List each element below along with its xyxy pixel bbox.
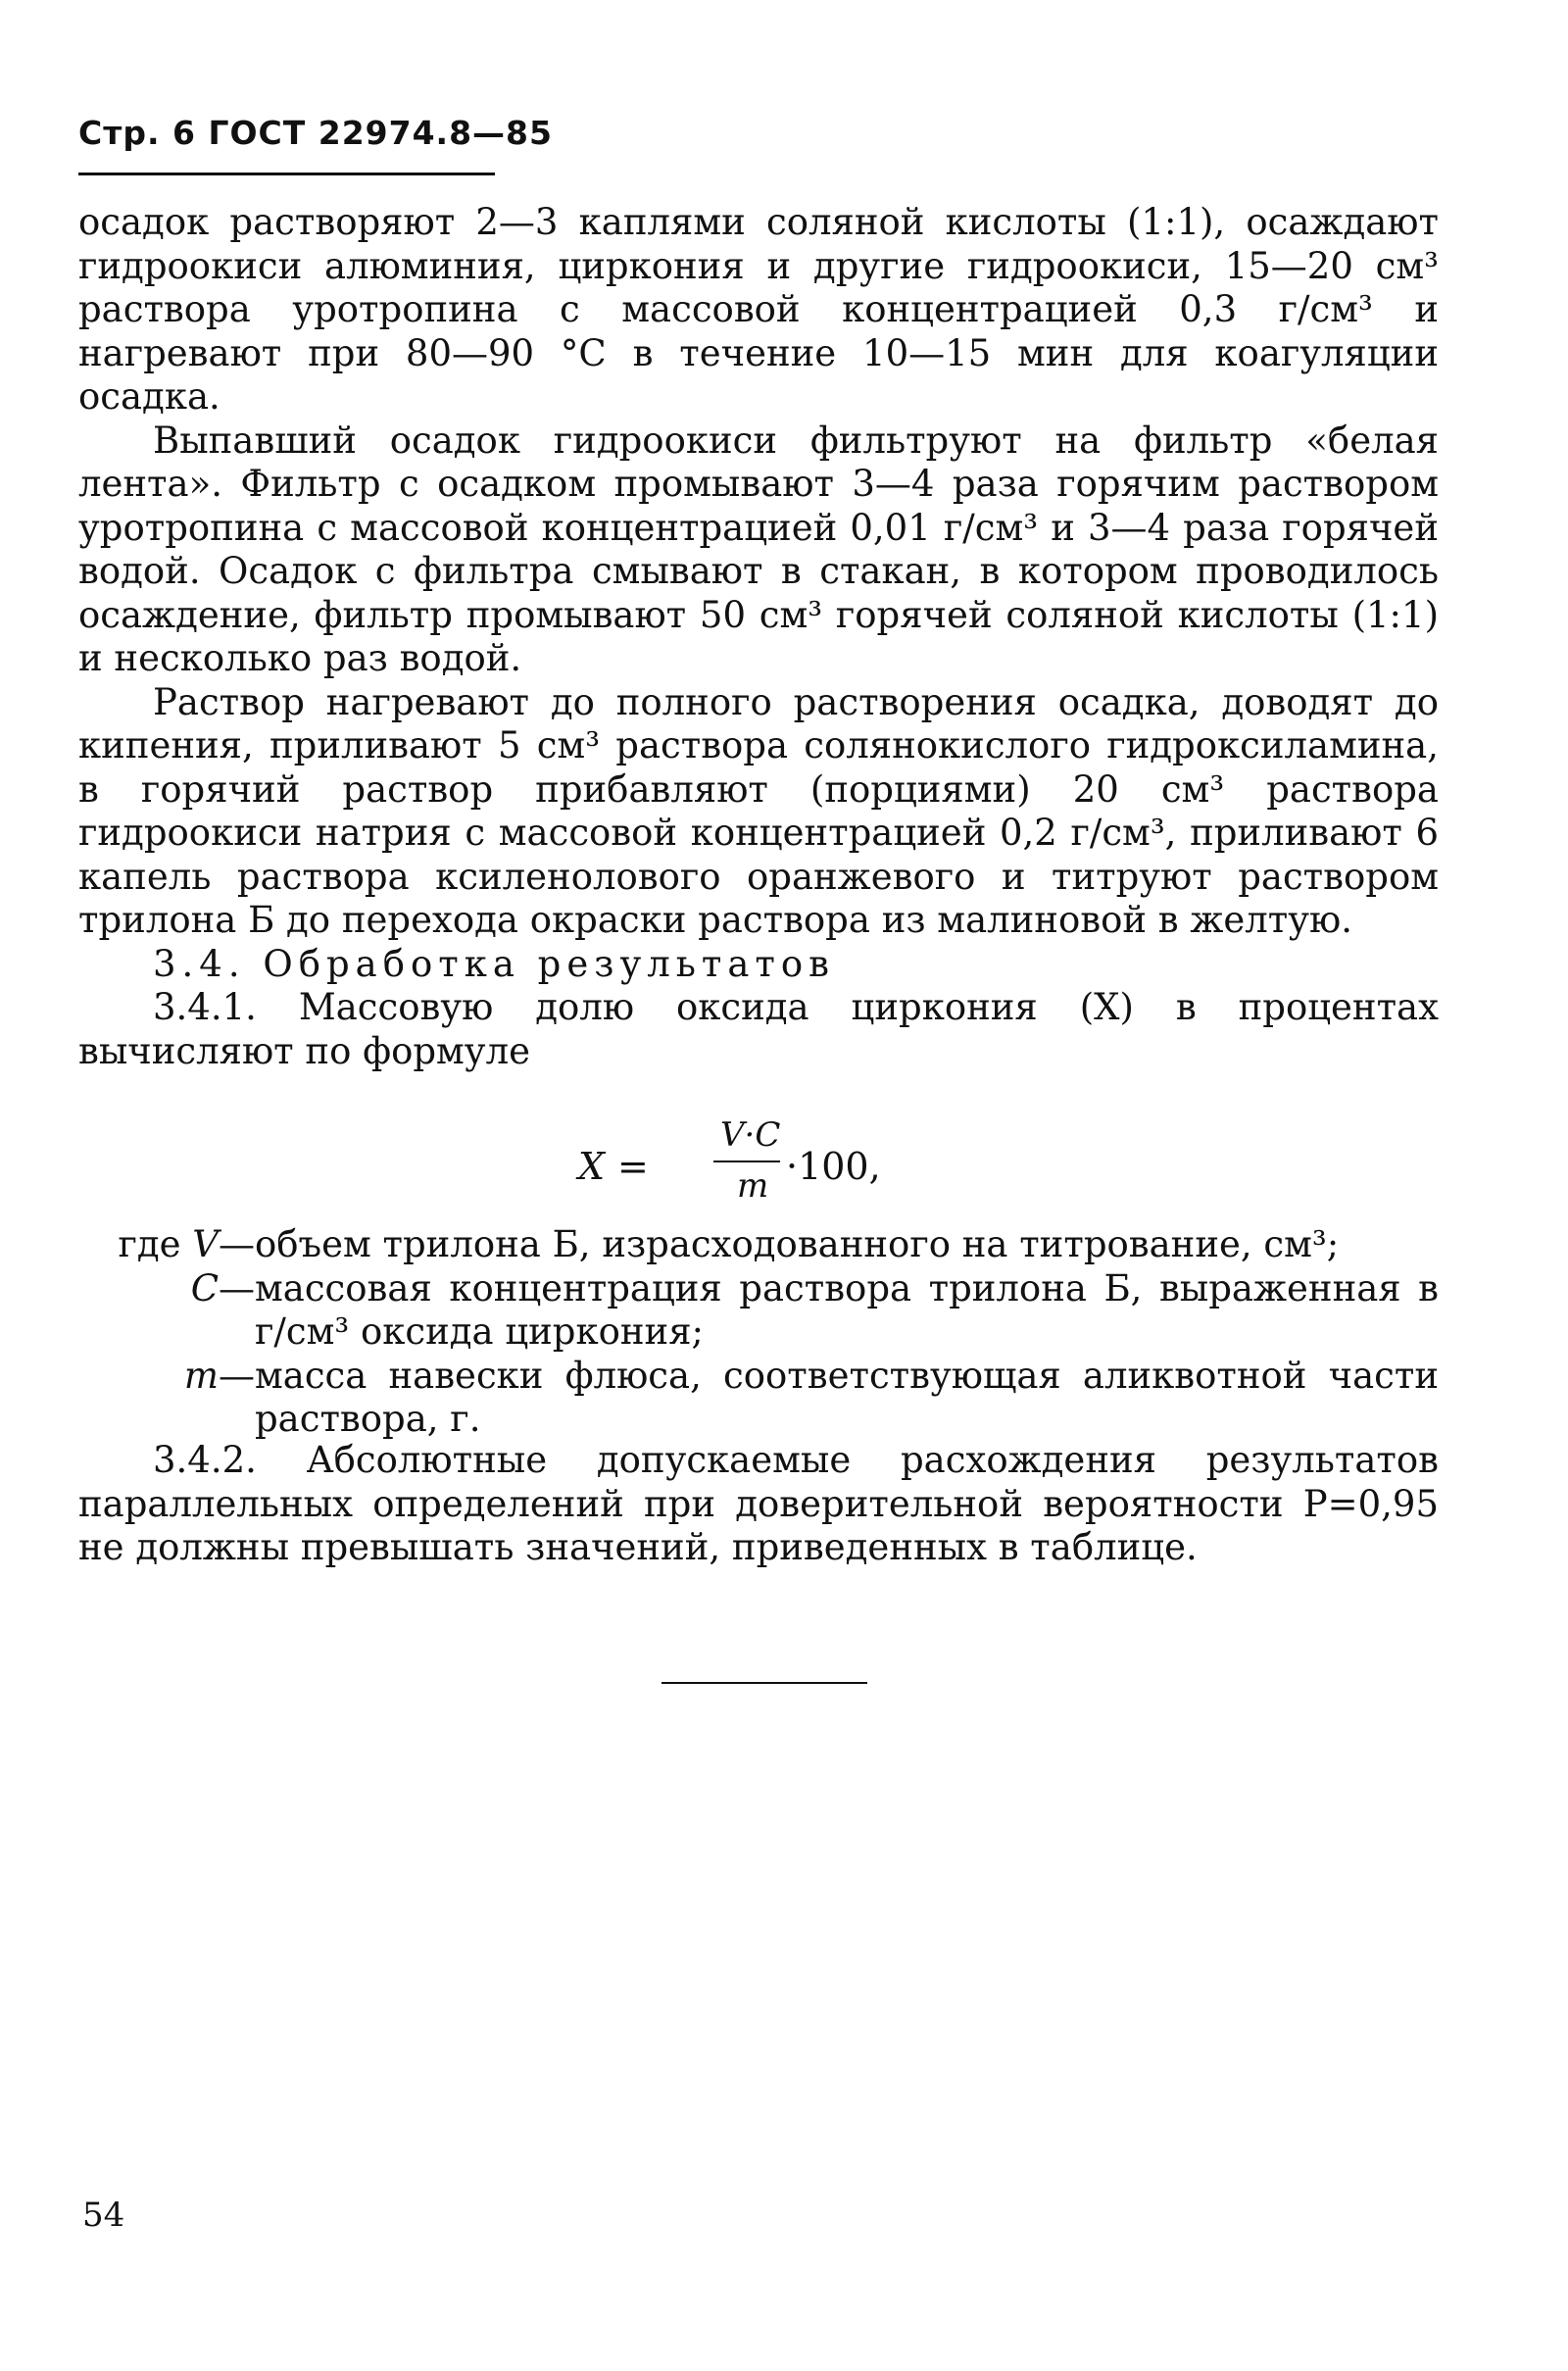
definition-text: масса навески флюса, соответствующая аликвотной части раствора, г. <box>255 1354 1439 1440</box>
definition-row <box>78 1267 1439 1355</box>
paragraph-formula-intro: 3.4.1. Массовую долю оксида циркония (X) в процентах вычисляют по формуле <box>78 986 1439 1072</box>
variable-definitions <box>78 1223 1439 1442</box>
definition-symbol: m— <box>183 1354 255 1397</box>
definition-text: массовая концентрация раствора трилона Б, выраженная в г/см³ оксида циркония; <box>255 1266 1439 1353</box>
formula-equals: = <box>617 1145 649 1188</box>
paragraph-filtration: Выпавший осадок гидроокиси фильтруют на фильтр «белая лента». Фильтр с осадком промывают 3—4 раза горячим раствором уротропина с массовой концентрацией 0,01 г/см³ и 3—4 раза горячей водой. Осадок с фильтра смывают в стакан, в котором проводилось осаждение, фильтр промывают 50 см³ горячей соляной кислоты (1:1) и несколько раз водой. <box>78 419 1439 679</box>
formula <box>578 1115 990 1213</box>
definition-text: объем трилона Б, израсходованного на титрование, см³; <box>255 1223 1340 1265</box>
paragraph-tolerance: 3.4.2. Абсолютные допускаемые расхождения результатов параллельных определений при доверительной вероятности P=0,95 не должны превышать значений, приведенных в таблице. <box>78 1439 1439 1568</box>
formula-lhs: X <box>578 1145 606 1188</box>
header-rule <box>78 173 495 175</box>
body-text <box>78 201 1439 1073</box>
end-rule <box>662 1682 867 1684</box>
definition-row <box>78 1223 1439 1267</box>
paragraph-continuation: осадок растворяют 2—3 каплями соляной кислоты (1:1), осаждают гидроокиси алюминия, циркония и другие гидроокиси, 15—20 см³ раствора уротропина с массовой концентрацией 0,3 г/см³ и нагревают при 80—90 °С в течение 10—15 мин для коагуляции осадка. <box>78 201 1439 418</box>
definition-row <box>78 1355 1439 1442</box>
formula-rhs: ·100, <box>786 1145 881 1188</box>
page-header: Стр. 6 ГОСТ 22974.8—85 <box>78 114 553 152</box>
page-number: 54 <box>82 2196 125 2235</box>
closing-text <box>78 1439 1439 1570</box>
definition-symbol: C— <box>190 1266 255 1309</box>
definition-symbol: где V— <box>118 1223 255 1265</box>
formula-denominator: m <box>737 1166 769 1206</box>
section-title: 3.4. Обработка результатов <box>153 942 835 985</box>
paragraph-titration: Раствор нагревают до полного растворения осадка, доводят до кипения, приливают 5 см³ раствора солянокислого гидроксиламина, в горячий раствор прибавляют (порциями) 20 см³ раствора гидроокиси натрия с массовой концентрацией 0,2 г/см³, приливают 6 капель раствора ксиленолового оранжевого и титруют раствором трилона Б до перехода окраски раствора из малиновой в желтую. <box>78 680 1439 941</box>
formula-fraction-bar <box>713 1161 780 1162</box>
formula-numerator: V·C <box>720 1115 781 1155</box>
